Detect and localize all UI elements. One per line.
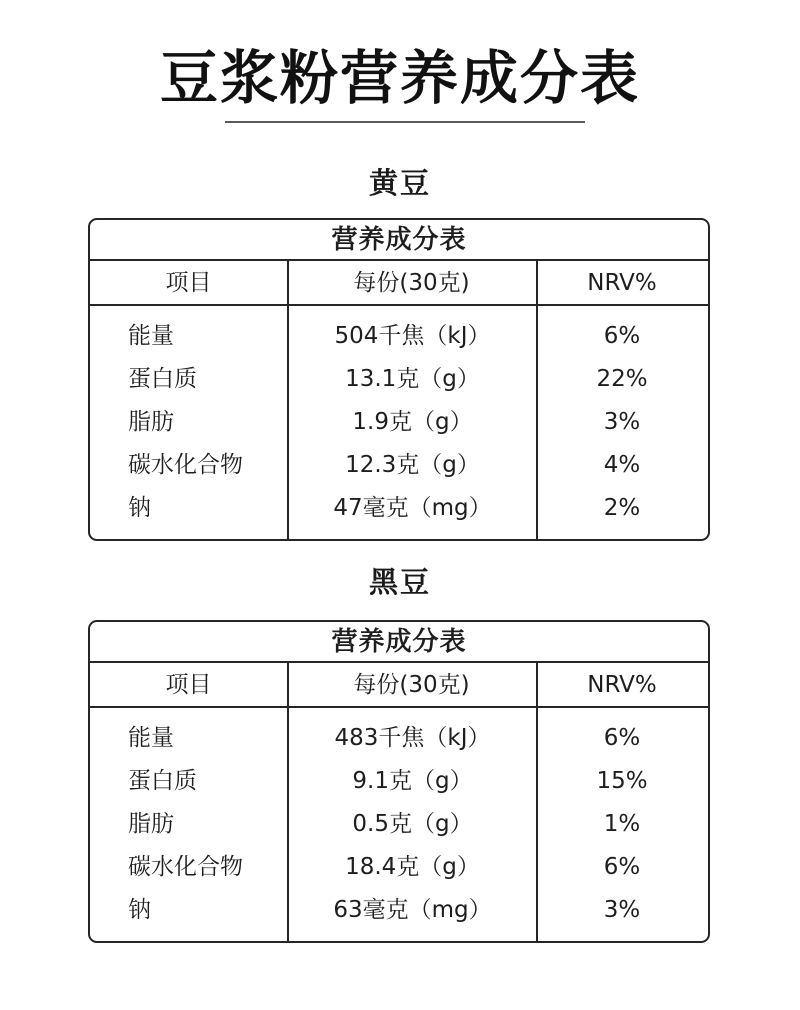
nutrient-name: 蛋白质 (128, 768, 197, 794)
table-title: 营养成分表 (90, 622, 708, 663)
table-title: 营养成分表 (90, 220, 708, 261)
section-label-black-soybean: 黑豆 (368, 565, 431, 599)
nutrient-name: 能量 (128, 725, 174, 751)
nutrient-name: 钠 (128, 495, 151, 521)
nutrient-name: 能量 (128, 323, 174, 349)
nutrient-amount: 1.9克（g） (352, 409, 473, 435)
table-row (90, 846, 708, 889)
column-header-item: 项目 (165, 270, 212, 296)
table-row (90, 315, 708, 358)
nutrient-name: 碳水化合物 (128, 854, 243, 880)
nutrient-nrv: 15% (596, 768, 648, 794)
page-title: 豆浆粉营养成分表 (159, 44, 640, 112)
nutrient-amount: 9.1克（g） (352, 768, 473, 794)
nutrient-nrv: 2% (603, 495, 641, 521)
table-row (90, 803, 708, 846)
table-row (90, 889, 708, 932)
table-row (90, 487, 708, 530)
table-row (90, 444, 708, 487)
nutrient-amount: 63毫克（mg） (333, 897, 492, 923)
table-header-row (90, 663, 708, 708)
column-divider (287, 663, 289, 941)
nutrient-amount: 47毫克（mg） (333, 495, 492, 521)
nutrient-nrv: 1% (603, 811, 641, 837)
column-header-nrv: NRV% (587, 270, 657, 296)
nutrient-nrv: 6% (603, 725, 641, 751)
nutrient-amount: 0.5克（g） (352, 811, 473, 837)
nutrient-nrv: 4% (603, 452, 641, 478)
nutrient-amount: 18.4克（g） (345, 854, 480, 880)
table-row (90, 401, 708, 444)
nutrient-nrv: 22% (596, 366, 648, 392)
nutrient-name: 蛋白质 (128, 366, 197, 392)
nutrient-nrv: 3% (603, 897, 641, 923)
column-divider (536, 663, 538, 941)
column-header-nrv: NRV% (587, 672, 657, 698)
table-row (90, 358, 708, 401)
nutrient-amount: 12.3克（g） (345, 452, 480, 478)
column-header-per-serving: 每份(30克) (353, 270, 470, 296)
table-header-row (90, 261, 708, 306)
column-divider (536, 261, 538, 539)
title-underline (225, 121, 585, 123)
nutrient-name: 碳水化合物 (128, 452, 243, 478)
nutrient-name: 钠 (128, 897, 151, 923)
nutrient-amount: 504千焦（kJ） (334, 323, 491, 349)
nutrient-name: 脂肪 (128, 811, 174, 837)
nutrient-nrv: 3% (603, 409, 641, 435)
nutrition-table-soybean (88, 218, 710, 541)
nutrient-amount: 483千焦（kJ） (334, 725, 491, 751)
nutrient-nrv: 6% (603, 323, 641, 349)
column-header-per-serving: 每份(30克) (353, 672, 470, 698)
table-row (90, 760, 708, 803)
section-label-soybean: 黄豆 (368, 166, 431, 200)
table-row (90, 717, 708, 760)
nutrient-name: 脂肪 (128, 409, 174, 435)
table-body (90, 708, 708, 932)
column-header-item: 项目 (165, 672, 212, 698)
nutrient-nrv: 6% (603, 854, 641, 880)
column-divider (287, 261, 289, 539)
nutrition-table-black-soybean (88, 620, 710, 943)
table-body (90, 306, 708, 530)
nutrient-amount: 13.1克（g） (345, 366, 480, 392)
